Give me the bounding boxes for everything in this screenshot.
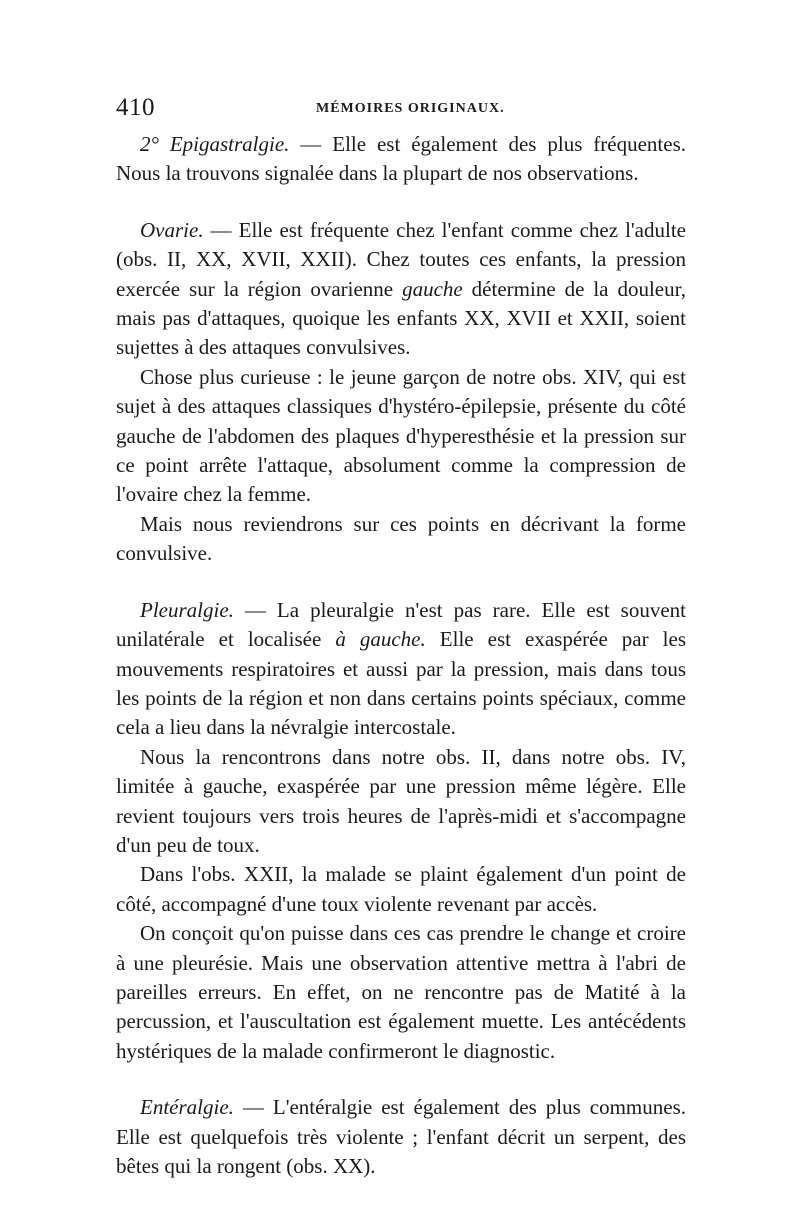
- paragraph-ovarie: [116, 216, 686, 363]
- paragraph-text: Elle est exaspérée par les mouvements respiratoires et aussi par la pression, mais dans tous les points de la région et non dans certains points spéciaux, comme cela a lieu dans la névralgie intercostale.: [116, 627, 686, 740]
- emphasis-text: gauche: [402, 276, 463, 301]
- paragraph-text-block: Chose plus curieuse : le jeune garçon de notre obs. XIV, qui est sujet à des attaques classiques d'hystéro-épilepsie, présente du côté gauche de l'abdomen des plaques d'hyperesthésie et la pression sur ce point arrête l'attaque, absolument comme la compression de l'ovaire chez la femme.: [116, 364, 686, 507]
- paragraph-text: — Elle est fréquente chez l'enfant comme chez l'adulte (obs. II, XX, XVII, XXII). Chez toutes ces enfants, la pression exercée sur la région ovarienne: [116, 217, 686, 301]
- page-header: [116, 94, 686, 124]
- section-heading-pleuralgie: Pleuralgie.: [140, 597, 234, 622]
- section-heading-enteralgie: Entéralgie.: [140, 1095, 234, 1120]
- section-heading-ovarie: Ovarie.: [140, 217, 204, 242]
- paragraph-text: détermine de la douleur, mais pas d'attaques, quoique les enfants XX, XVII et XXII, soient sujettes à des attaques convulsives.: [116, 276, 686, 360]
- paragraph-epigastralgie: [116, 130, 686, 189]
- page-number: 410: [116, 94, 155, 121]
- emphasis-text: à gauche.: [335, 627, 426, 652]
- paragraph-text-block: On conçoit qu'on puisse dans ces cas prendre le change et croire à une pleurésie. Mais une observation attentive mettra à l'abri de pareilles erreurs. En effet, on ne rencontre pas de Matité à la percussion, et l'auscultation est également muette. Les antécédents hystériques de la malade confirmeront le diagnostic.: [116, 921, 686, 1063]
- paragraph-text-block: Mais nous reviendrons sur ces points en décrivant la forme convulsive.: [116, 511, 686, 566]
- paragraph-text-block: Dans l'obs. XXII, la malade se plaint également d'un point de côté, accompagné d'une toux violente revenant par accès.: [116, 862, 686, 916]
- paragraph-text: — L'entéralgie est également des plus communes. Elle est quelquefois très violente ; l'enfant décrit un serpent, des bêtes qui la rongent (obs. XX).: [116, 1095, 686, 1178]
- running-title: MÉMOIRES ORIGINAUX.: [316, 101, 505, 116]
- paragraph-text-block: Nous la rencontrons dans notre obs. II, dans notre obs. IV, limitée à gauche, exaspérée par une pression même légère. Elle revient toujours vers trois heures de l'après-midi et s'accompagne d'un peu de toux.: [116, 744, 686, 857]
- paragraph-pleuralgie: [116, 596, 686, 743]
- paragraph-text: — Elle est également des plus fréquentes. Nous la trouvons signalée dans la plupart de nos observations.: [116, 132, 686, 186]
- paragraph-enteralgie: [116, 1093, 686, 1181]
- paragraph-text: — La pleuralgie n'est pas rare. Elle est souvent unilatérale et localisée: [116, 597, 686, 652]
- section-heading-epigastralgie: 2° Epigastralgie.: [140, 132, 290, 156]
- body-text: [116, 130, 686, 1181]
